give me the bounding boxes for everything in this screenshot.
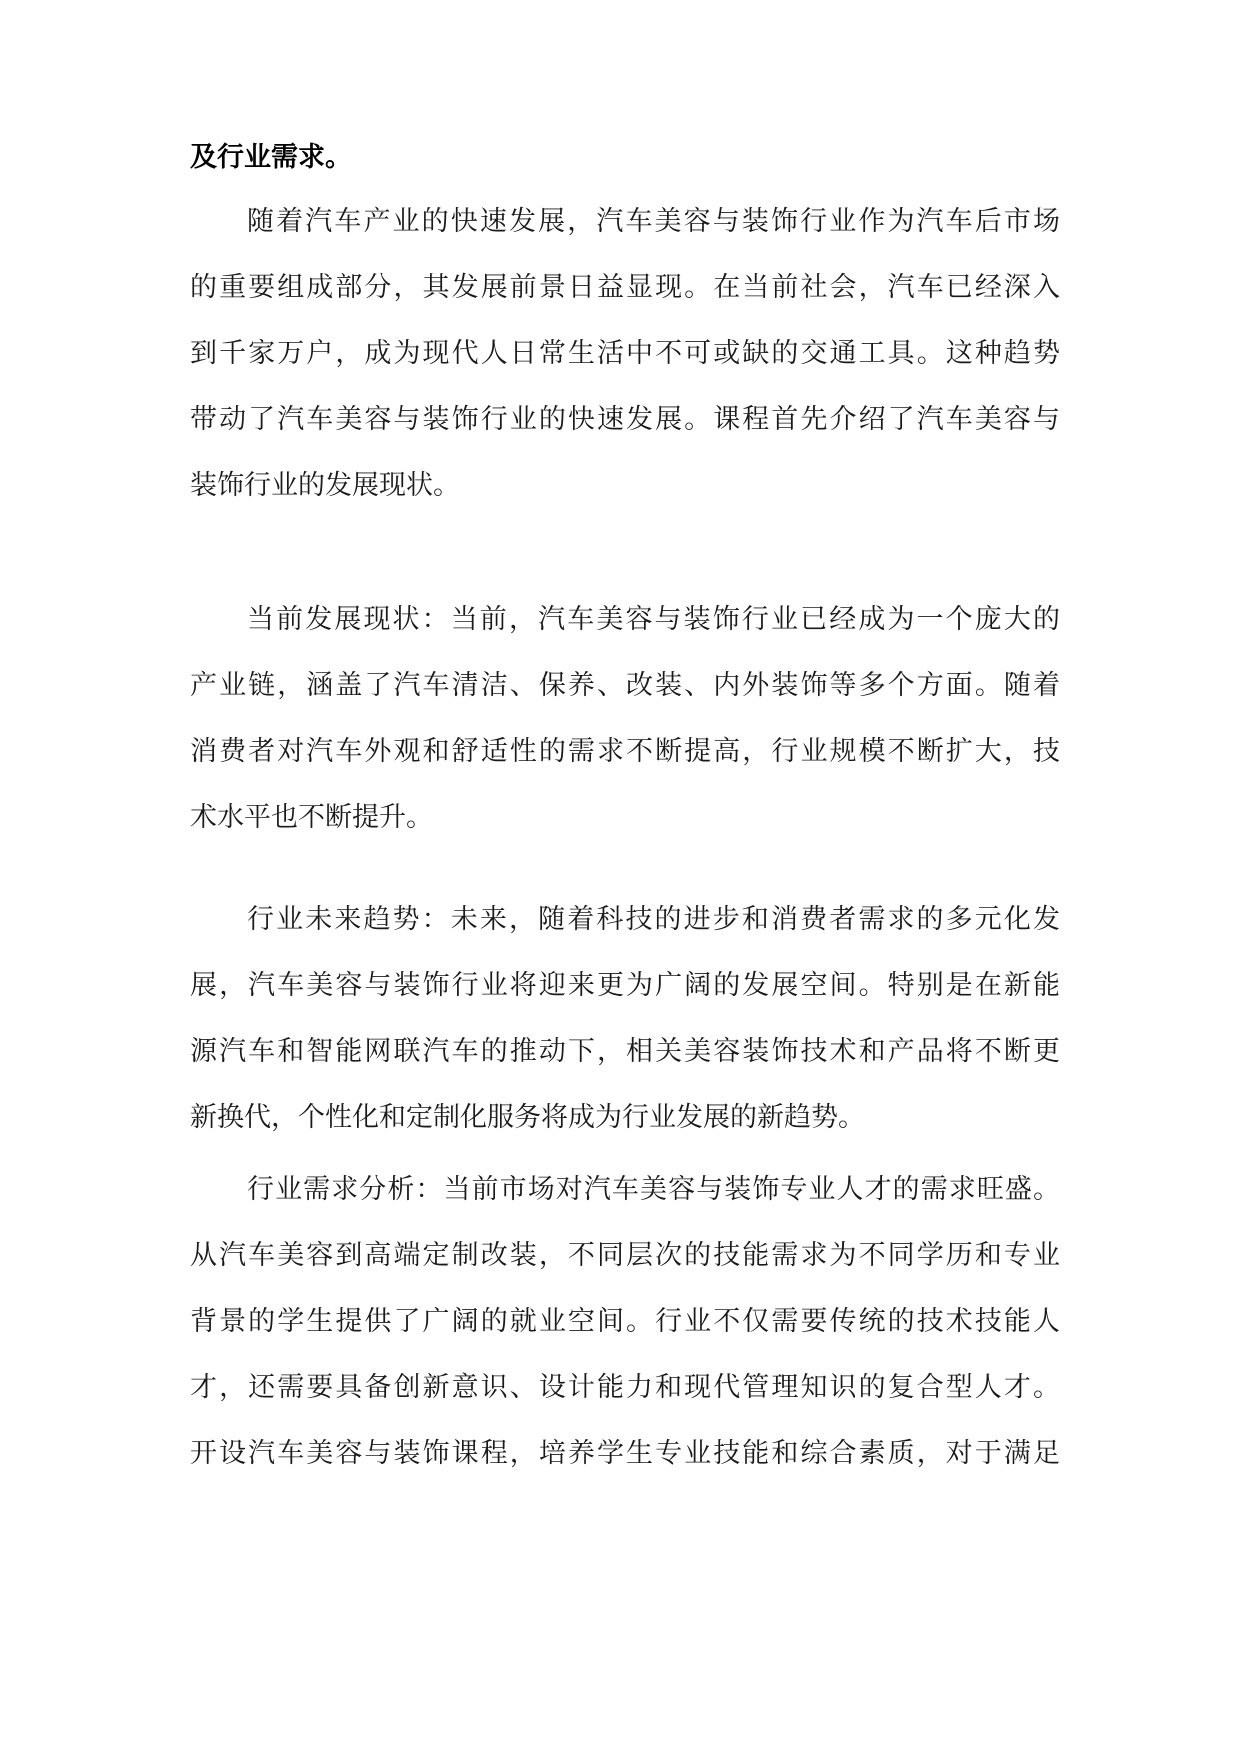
paragraph-line: 行业未来趋势：未来，随着科技的进步和消费者需求的多元化发	[247, 904, 1060, 935]
paragraph-line: 随着汽车产业的快速发展，汽车美容与装饰行业作为汽车后市场	[247, 206, 1060, 237]
paragraph-line: 装饰行业的发展现状。	[190, 470, 460, 501]
paragraph-line: 带动了汽车美容与装饰行业的快速发展。课程首先介绍了汽车美容与	[190, 404, 1060, 435]
paragraph-line: 到千家万户，成为现代人日常生活中不可或缺的交通工具。这种趋势	[190, 338, 1060, 369]
paragraph-line: 源汽车和智能网联汽车的推动下，相关美容装饰技术和产品将不断更	[190, 1036, 1060, 1067]
paragraph-line: 当前发展现状：当前，汽车美容与装饰行业已经成为一个庞大的	[247, 604, 1060, 635]
paragraph-line: 新换代，个性化和定制化服务将成为行业发展的新趋势。	[190, 1102, 865, 1133]
paragraph-line: 从汽车美容到高端定制改装，不同层次的技能需求为不同学历和专业	[190, 1240, 1060, 1271]
paragraph-line: 背景的学生提供了广阔的就业空间。行业不仅需要传统的技术技能人	[190, 1306, 1060, 1337]
paragraph-line: 的重要组成部分，其发展前景日益显现。在当前社会，汽车已经深入	[190, 272, 1060, 303]
paragraph-line: 展，汽车美容与装饰行业将迎来更为广阔的发展空间。特别是在新能	[190, 970, 1060, 1001]
paragraph-line: 行业需求分析：当前市场对汽车美容与装饰专业人才的需求旺盛。	[247, 1174, 1060, 1205]
paragraph-line: 才，还需要具备创新意识、设计能力和现代管理知识的复合型人才。	[190, 1372, 1060, 1403]
section-heading: 及行业需求。	[190, 142, 352, 173]
paragraph-line: 开设汽车美容与装饰课程，培养学生专业技能和综合素质，对于满足	[190, 1438, 1060, 1469]
paragraph-line: 产业链，涵盖了汽车清洁、保养、改装、内外装饰等多个方面。随着	[190, 670, 1060, 701]
paragraph-line: 术水平也不断提升。	[190, 802, 433, 833]
paragraph-line: 消费者对汽车外观和舒适性的需求不断提高，行业规模不断扩大，技	[190, 736, 1060, 767]
